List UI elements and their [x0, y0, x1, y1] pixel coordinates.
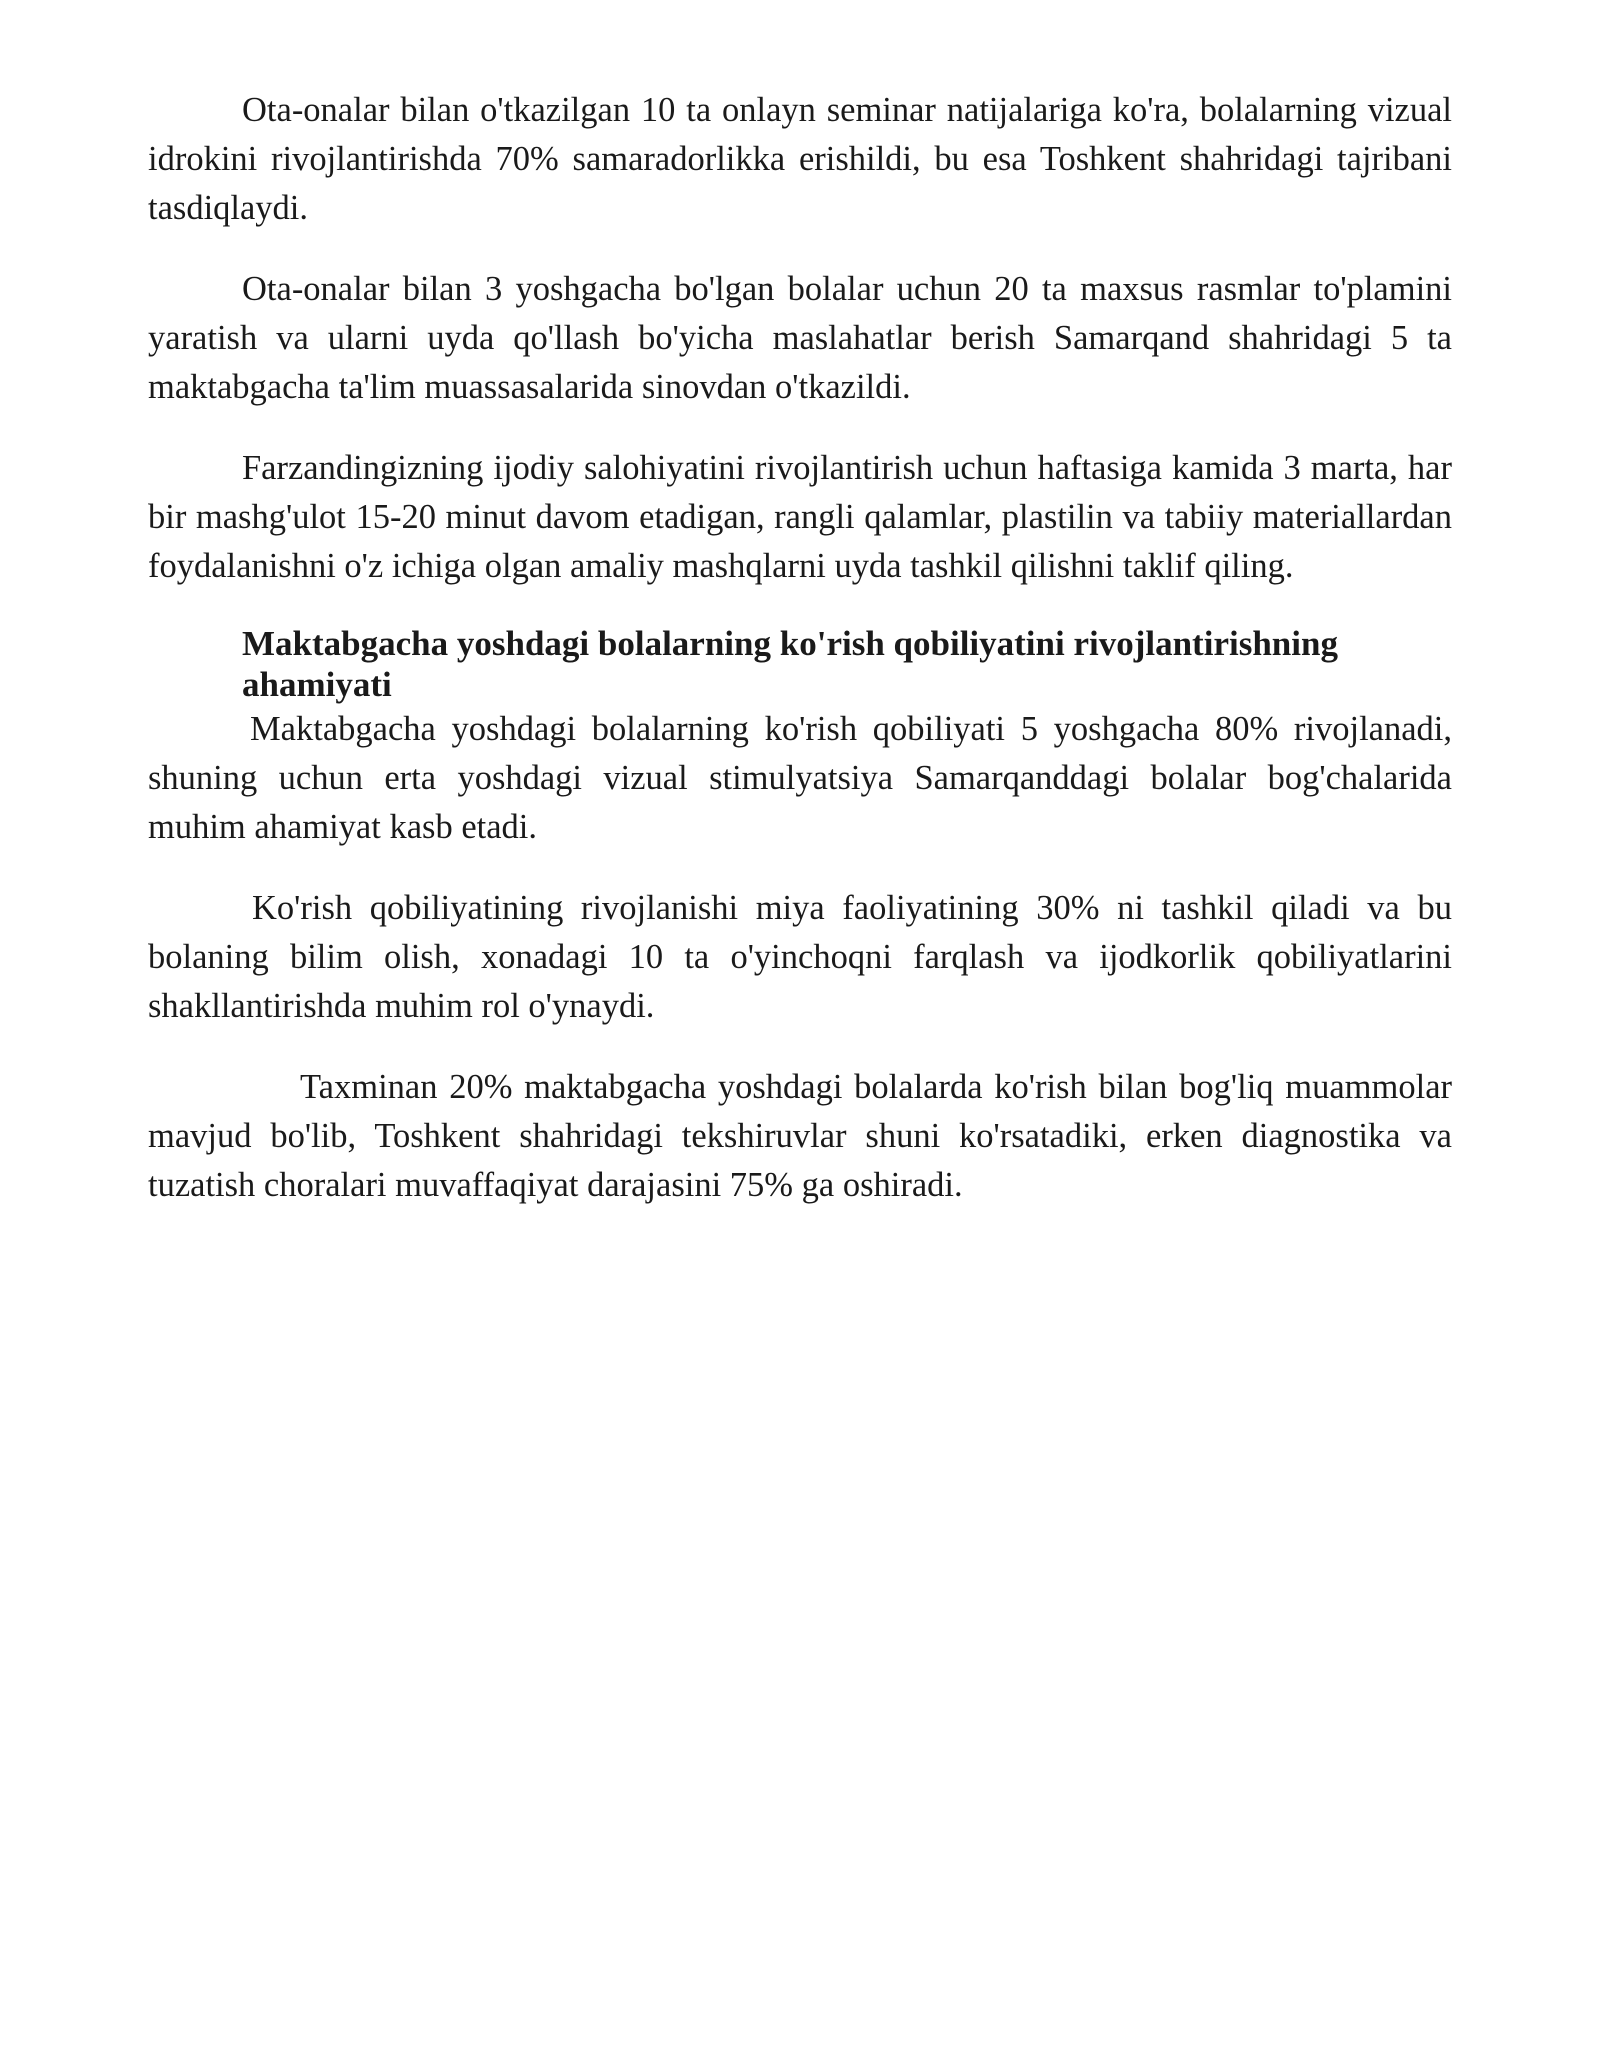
document-body: [148, 86, 1452, 1242]
paragraph-brain-activity: Ko'rish qobiliyatining rivojlanishi miya faoliyatining 30% ni tashkil qiladi va bu bolaning bilim olish, xonadagi 10 ta o'yinchoqni farqlash va ijodkorlik qobiliyatlarini shakllantirishda muhim rol o'ynaydi.: [148, 889, 1452, 1025]
paragraph-picture-collection: Ota-onalar bilan 3 yoshgacha bo'lgan bolalar uchun 20 ta maxsus rasmlar to'plamini yaratish va ularni uyda qo'llash bo'yicha maslahatlar berish Samarqand shahridagi 5 ta maktabgacha ta'lim muassasalarida sinovdan o'tkazildi.: [148, 270, 1452, 406]
paragraph-vision-development: Maktabgacha yoshdagi bolalarning ko'rish qobiliyati 5 yoshgacha 80% rivojlanadi, shuning uchun erta yoshdagi vizual stimulyatsiya Samarqanddagi bolalar bog'chalarida muhim ahamiyat kasb etadi.: [148, 710, 1452, 846]
paragraph-vision-problems: Taxminan 20% maktabgacha yoshdagi bolalarda ko'rish bilan bog'liq muammolar mavjud bo'lib, Toshkent shahridagi tekshiruvlar shuni ko'rsatadiki, erken diagnostika va tuzatish choralari muvaffaqiyat darajasini 75% ga oshiradi.: [148, 1068, 1452, 1204]
paragraph-creative-exercises: Farzandingizning ijodiy salohiyatini rivojlantirish uchun haftasiga kamida 3 marta, har bir mashg'ulot 15-20 minut davom etadigan, rangli qalamlar, plastilin va tabiiy materiallardan foydalanishni o'z ichiga olgan amaliy mashqlarni uyda tashkil qilishni taklif qiling.: [148, 449, 1452, 585]
paragraph-seminar-results: Ota-onalar bilan o'tkazilgan 10 ta onlayn seminar natijalariga ko'ra, bolalarning vizual idrokini rivojlantirishda 70% samaradorlikka erishildi, bu esa Toshkent shahridagi tajribani tasdiqlaydi.: [148, 91, 1452, 227]
section-heading: Maktabgacha yoshdagi bolalarning ko'rish qobiliyatini rivojlantirishning ahamiyati: [242, 624, 1338, 704]
